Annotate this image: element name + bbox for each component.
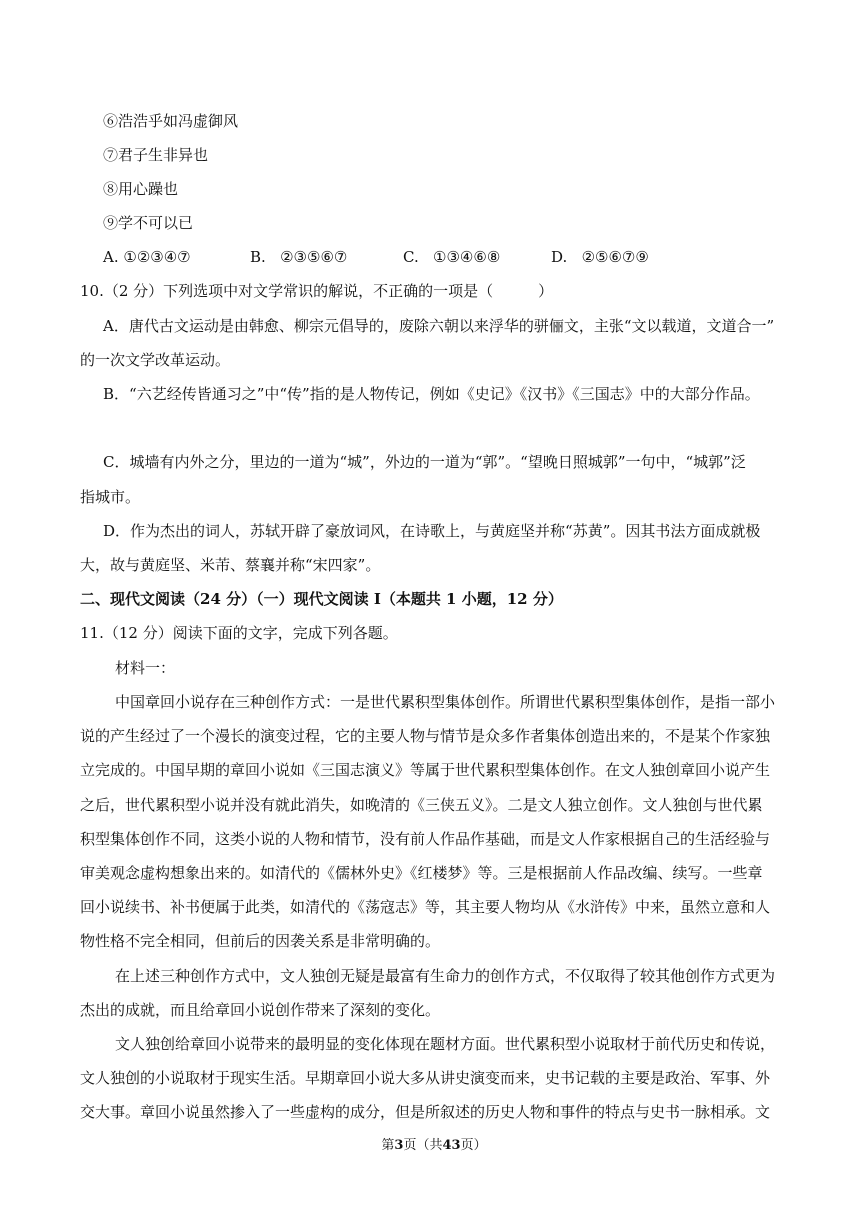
option-c	[403, 247, 500, 267]
paragraph-line: 之后，世代累积型小说并没有就此消失，如晚清的《三侠五义》。二是文人独立创作。文人独创与世代累	[80, 796, 763, 814]
option-text: ①②③④⑦	[123, 248, 191, 266]
question-10-option-c: C．城墙有内外之分，里边的一道为“城”，外边的一道为“郭”。“望晚日照城郭”一句中，“城郭”泛	[103, 453, 746, 471]
option-text: ①③④⑥⑧	[433, 248, 501, 266]
option-b	[250, 247, 347, 267]
material-label: 材料一：	[115, 659, 176, 677]
option-letter: D.	[551, 248, 568, 266]
question-10-option-c-cont: 指城市。	[80, 488, 141, 506]
footer-mid: 页（共	[403, 1138, 443, 1153]
question-11-stem: 11.（12 分）阅读下面的文字，完成下列各题。	[80, 624, 398, 642]
question-10-option-d-cont: 大，故与黄庭坚、米芾、蔡襄并称“宋四家”。	[80, 556, 381, 574]
footer-prefix: 第	[381, 1138, 395, 1153]
paragraph-line: 回小说续书、补书便属于此类，如清代的《荡寇志》等，其主要人物均从《水浒传》中来，虽然立意和人	[80, 898, 771, 916]
question-10-option-d: D．作为杰出的词人，苏轼开辟了豪放词风，在诗歌上，与黄庭坚并称“苏黄”。因其书法方面成就极	[103, 522, 761, 540]
list-item: ⑥浩浩乎如冯虚御风	[103, 112, 239, 130]
option-letter: A.	[103, 248, 119, 266]
paragraph-line: 审美观念虚构想象出来的。如清代的《儒林外史》《红楼梦》等。三是根据前人作品改编、续写。一些章	[80, 864, 763, 882]
paragraph-line: 说的产生经过了一个漫长的演变过程，它的主要人物与情节是众多作者集体创造出来的，不是某个作家独	[80, 727, 771, 745]
paragraph-line: 积型集体创作不同，这类小说的人物和情节，没有前人作品作基础，而是文人作家根据自己的生活经验与	[80, 830, 771, 848]
page-footer	[0, 1137, 868, 1155]
question-10-stem: 10.（2 分）下列选项中对文学常识的解说，不正确的一项是（ ）	[80, 282, 554, 300]
paragraph-line: 杰出的成就，而且给章回小说创作带来了深刻的变化。	[80, 1001, 441, 1019]
option-letter: B.	[250, 248, 266, 266]
paragraph-line: 文人独创给章回小说带来的最明显的变化体现在题材方面。世代累积型小说取材于前代历史和传说，	[115, 1035, 776, 1053]
section-heading: 二、现代文阅读（24 分）（一）现代文阅读 I（本题共 1 小题，12 分）	[80, 590, 563, 608]
question-10-option-b: B．“六艺经传皆通习之”中“传”指的是人物传记，例如《史记》《汉书》《三国志》中的大部分作品。	[103, 385, 760, 403]
total-pages: 43	[442, 1138, 461, 1153]
list-item: ⑨学不可以已	[103, 214, 194, 232]
list-item: ⑦君子生非异也	[103, 146, 209, 164]
question-10-option-a: A．唐代古文运动是由韩愈、柳宗元倡导的，废除六朝以来浮华的骈俪文，主张“文以载道，文道合一”	[103, 317, 775, 335]
option-d	[551, 247, 649, 267]
list-item: ⑧用心躁也	[103, 180, 179, 198]
page-number: 3	[394, 1138, 404, 1153]
paragraph-line: 文人独创的小说取材于现实生活。早期章回小说大多从讲史演变而来，史书记载的主要是政治、军事、外	[80, 1069, 771, 1087]
question-10-option-a-cont: 的一次文学改革运动。	[80, 351, 231, 369]
paragraph-line: 中国章回小说存在三种创作方式：一是世代累积型集体创作。所谓世代累积型集体创作，是指一部小	[115, 693, 776, 711]
option-text: ②③⑤⑥⑦	[280, 248, 348, 266]
option-a	[103, 247, 191, 267]
paragraph-line: 立完成的。中国早期的章回小说如《三国志演义》等属于世代累积型集体创作。在文人独创章回小说产生	[80, 761, 771, 779]
paragraph-line: 物性格不完全相同，但前后的因袭关系是非常明确的。	[80, 932, 441, 950]
paragraph-line: 在上述三种创作方式中，文人独创无疑是最富有生命力的创作方式，不仅取得了较其他创作方式更为	[115, 967, 776, 985]
option-text: ②⑤⑥⑦⑨	[581, 248, 649, 266]
footer-suffix: 页）	[460, 1138, 487, 1153]
paragraph-line: 交大事。章回小说虽然掺入了一些虚构的成分，但是所叙述的历史人物和事件的特点与史书一脉相承。文	[80, 1103, 771, 1121]
option-letter: C.	[403, 248, 419, 266]
